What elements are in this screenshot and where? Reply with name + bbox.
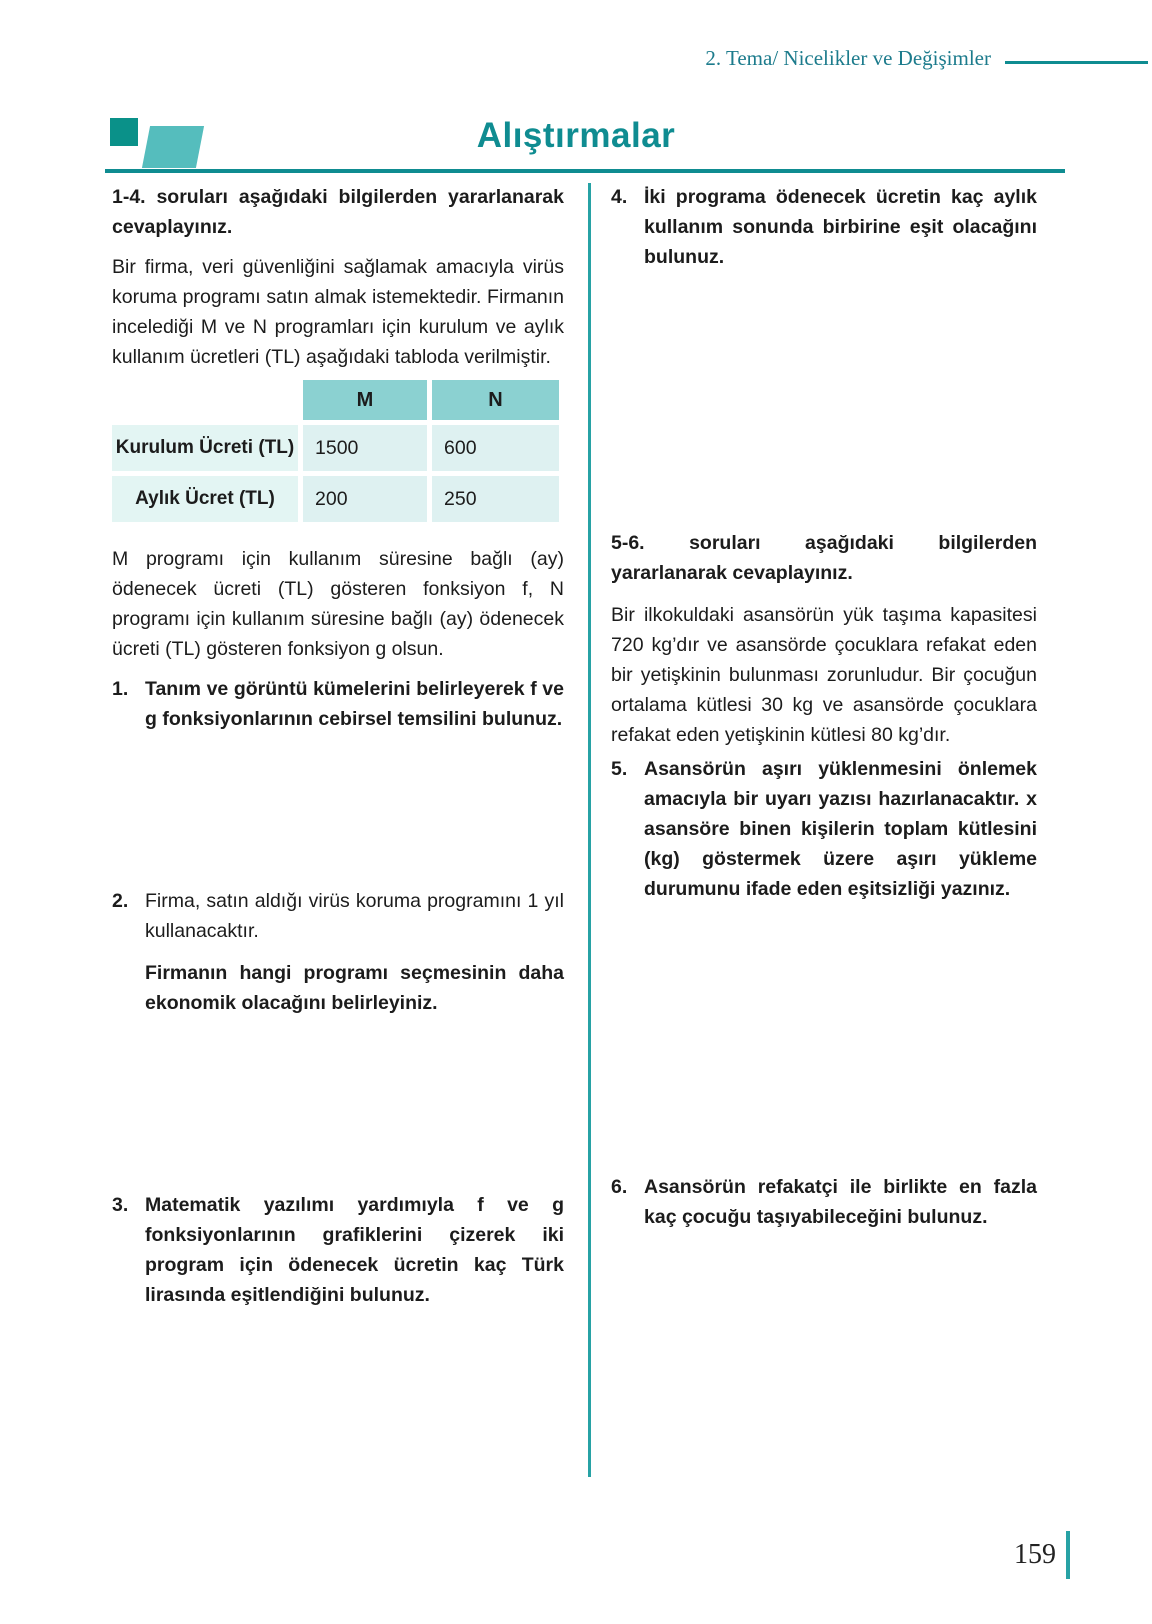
table-cell: 1500	[303, 425, 427, 471]
question-3	[112, 1190, 564, 1310]
chapter-breadcrumb: 2. Tema/ Nicelikler ve Değişimler	[705, 46, 991, 70]
fee-table	[112, 380, 564, 522]
table-column-header-n: N	[432, 380, 559, 420]
question-6	[611, 1172, 1037, 1232]
question-1	[112, 674, 564, 734]
header-rule	[1005, 61, 1148, 64]
left-column	[112, 182, 564, 1310]
column-divider	[588, 183, 591, 1477]
page-number: 159	[1014, 1539, 1056, 1570]
question-text: İki programa ödenecek ücretin kaç aylık kullanım sonunda birbirine eşit olacağını bulunuz.	[644, 186, 1037, 268]
question-4	[611, 182, 1037, 272]
question-number: 1.	[112, 678, 129, 700]
question-text: Tanım ve görüntü kümelerini belirleyerek f ve g fonksiyonlarının cebirsel temsilini bulunuz.	[145, 678, 564, 730]
intro-paragraph: Bir firma, veri güvenliğini sağlamak amacıyla virüs koruma programı satın almak istemektedir. Firmanın incelediği M ve N programları için kurulum ve aylık kullanım ücretleri (TL) aşağıdaki tabloda verilmiştir.	[112, 256, 564, 368]
functions-paragraph: M programı için kullanım süresine bağlı (ay) ödenecek ücreti (TL) gösteren fonksiyon f, N programı için kullanım süresine bağlı (ay) ödenecek ücreti (TL) gösteren fonksiyon g olsun.	[112, 548, 564, 660]
table-row-label: Aylık Ücret (TL)	[112, 476, 298, 522]
question-text: Matematik yazılımı yardımıyla f ve g fonksiyonlarının grafiklerini çizerek iki program için ödenecek ücretin kaç Türk lirasında eşitlendiğini bulunuz.	[145, 1194, 564, 1306]
page-footer	[930, 1530, 1070, 1580]
page-title: Alıştırmalar	[476, 116, 676, 155]
question-text-bold: Firmanın hangi programı seçmesinin daha ekonomik olacağını belirleyiniz.	[145, 962, 564, 1014]
table-cell: 600	[432, 425, 559, 471]
question-number: 5.	[611, 758, 628, 780]
elevator-paragraph: Bir ilkokuldaki asansörün yük taşıma kapasitesi 720 kg’dır ve asansörde çocuklara refakat eden bir yetişkinin bulunması zorunludur. Bir çocuğun ortalama kütlesi 30 kg ve asansörde çocuklara refakat eden yetişkinin kütlesi 80 kg’dır.	[611, 604, 1037, 746]
question-5	[611, 754, 1037, 904]
question-number: 3.	[112, 1194, 129, 1216]
title-rule	[105, 169, 1065, 173]
question-text: Firma, satın aldığı virüs koruma programını 1 yıl kullanacaktır.	[145, 890, 564, 942]
directive-1-4: 1-4. soruları aşağıdaki bilgilerden yararlanarak cevaplayınız.	[112, 186, 564, 238]
question-text: Asansörün aşırı yüklenmesini önlemek amacıyla bir uyarı yazısı hazırlanacaktır. x asansöre binen kişilerin toplam kütlesini (kg) göstermek üzere aşırı yükleme durumunu ifade eden eşitsizliği yazınız.	[644, 758, 1037, 900]
question-number: 2.	[112, 890, 129, 912]
question-text: Asansörün refakatçi ile birlikte en fazla kaç çocuğu taşıyabileceğini bulunuz.	[644, 1176, 1037, 1228]
question-number: 6.	[611, 1176, 628, 1198]
right-column	[611, 182, 1037, 1232]
page-header	[705, 46, 1148, 71]
table-corner-cell	[112, 380, 298, 420]
table-cell: 200	[303, 476, 427, 522]
question-number: 4.	[611, 186, 628, 208]
footer-bar	[1066, 1531, 1070, 1579]
directive-5-6: 5-6. soruları aşağıdaki bilgilerden yararlanarak cevaplayınız.	[611, 532, 1037, 584]
table-row-label: Kurulum Ücreti (TL)	[112, 425, 298, 471]
question-2	[112, 886, 564, 1018]
table-cell: 250	[432, 476, 559, 522]
table-column-header-m: M	[303, 380, 427, 420]
